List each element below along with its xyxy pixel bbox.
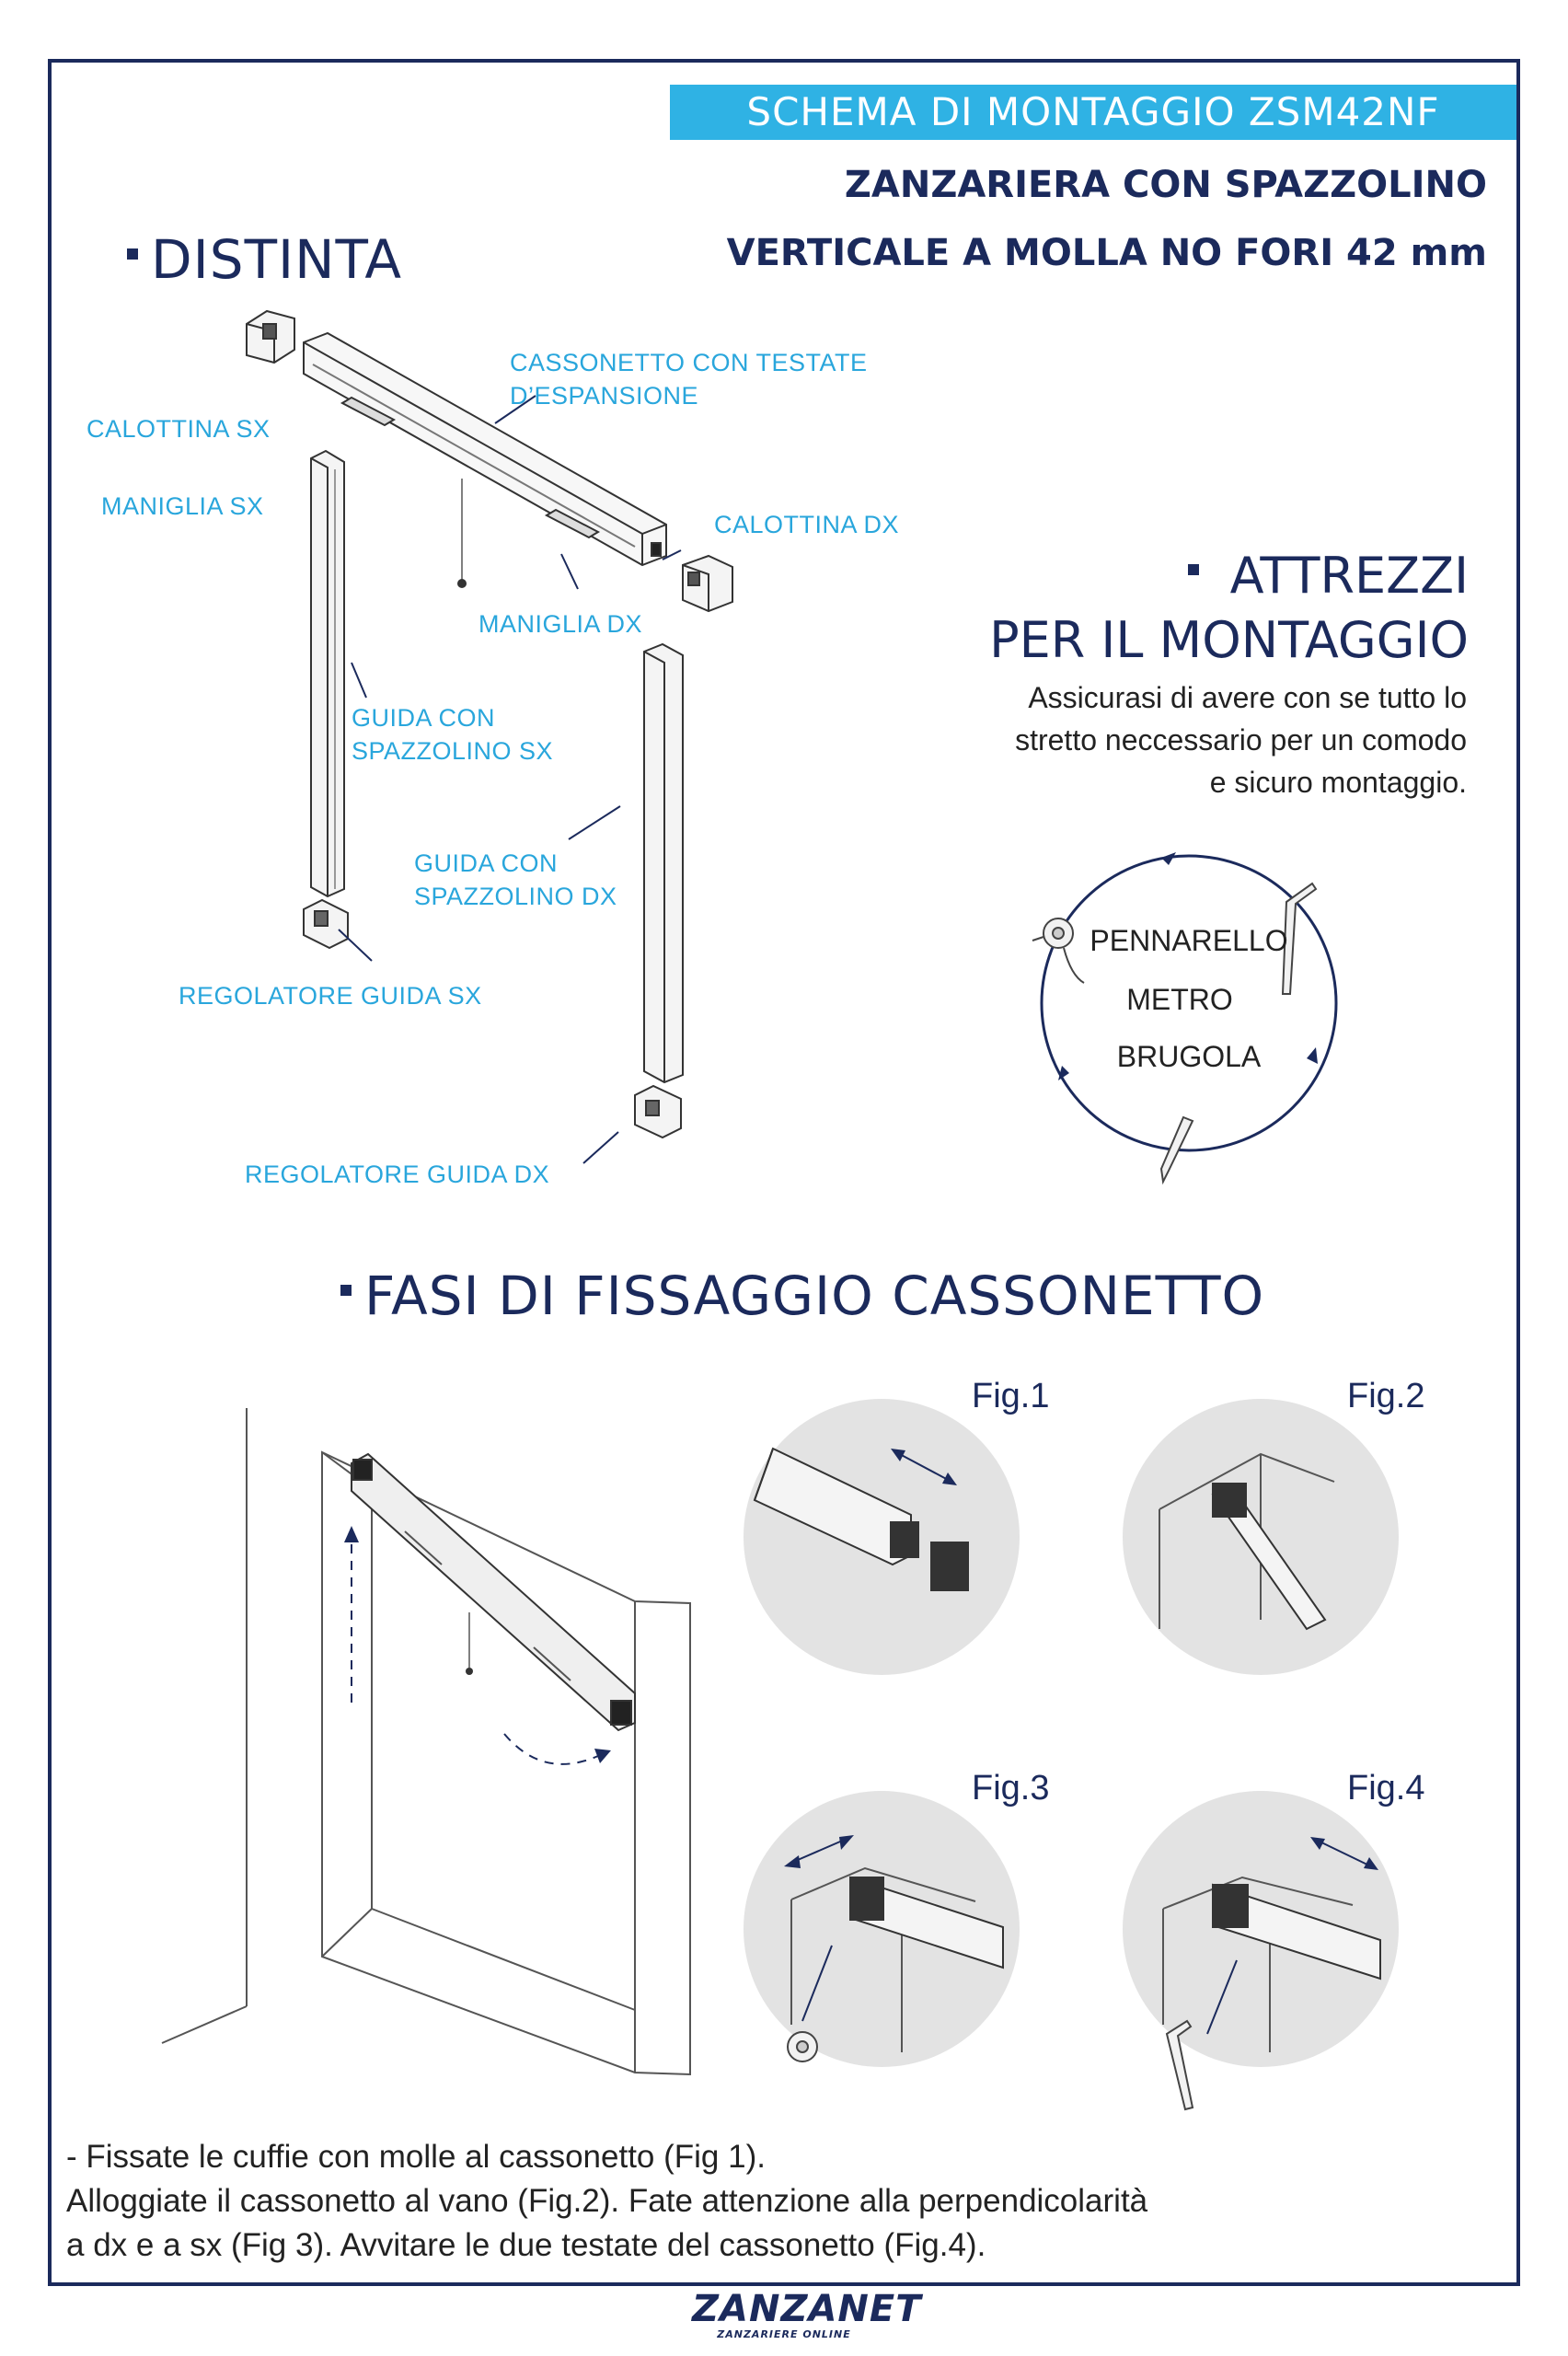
fasi-heading-text: FASI DI FISSAGGIO CASSONETTO [364,1265,1265,1327]
label-guida-dx-line2: SPAZZOLINO DX [414,883,617,910]
label-maniglia-dx: MANIGLIA DX [478,610,643,638]
instructions [66,2135,1447,2268]
instruction-line-2: Alloggiate il cassonetto al vano (Fig.2). Fate attenzione alla perpendicolarità [66,2183,1148,2219]
fig3-detail [744,1791,1020,2067]
label-regolatore-dx: REGOLATORE GUIDA DX [245,1161,550,1188]
label-calottina-dx: CALOTTINA DX [714,511,900,538]
instruction-line-3: a dx e a sx (Fig 3). Avvitare le due testate del cassonetto (Fig.4). [66,2227,986,2263]
fig4-detail [1123,1791,1399,2109]
fig1-detail [744,1399,1020,1675]
attrezzi-desc-line2: stretto neccessario per un comodo [1015,723,1467,756]
attrezzi-heading-line2: PER IL MONTAGGIO [989,611,1469,669]
fig2-detail [1123,1399,1399,1675]
label-calottina-sx: CALOTTINA SX [86,415,271,443]
attrezzi-desc-line3: e sicuro montaggio. [1209,766,1467,799]
tape-measure-icon [788,2032,817,2062]
label-regolatore-sx: REGOLATORE GUIDA SX [179,982,482,1010]
label-guida-sx-line2: SPAZZOLINO SX [352,737,554,765]
label-guida-sx-line1: GUIDA CON [352,704,496,732]
brand-tagline: ZANZARIERE ONLINE [717,2328,851,2340]
brand-logo: ZANZANET [692,2288,922,2330]
subtitle-line-1: ZANZARIERA CON SPAZZOLINO [844,164,1487,206]
attrezzi-desc-line1: Assicurasi di avere con se tutto lo [1028,681,1467,714]
distinta-heading-text: DISTINTA [151,228,403,291]
fig-label-1: Fig.1 [972,1377,1050,1415]
label-maniglia-sx: MANIGLIA SX [101,492,264,520]
label-cassonetto-line2: D’ESPANSIONE [510,382,699,410]
title-badge: SCHEMA DI MONTAGGIO ZSM42NF [670,85,1516,140]
fig-label-4: Fig.4 [1347,1769,1425,1807]
subtitle-line-2: VERTICALE A MOLLA NO FORI 42 mm [726,232,1487,274]
tool-metro: METRO [1126,983,1233,1016]
label-guida-dx-line1: GUIDA CON [414,849,559,877]
attrezzi-heading-line1-text: ATTREZZI [1229,547,1469,605]
instruction-line-1: - Fissate le cuffie con molle al cassonetto (Fig 1). [66,2139,766,2175]
tool-brugola: BRUGOLA [1116,1040,1262,1073]
label-cassonetto-line1: CASSONETTO CON TESTATE [510,349,868,376]
tool-pennarello: PENNARELLO [1090,924,1288,957]
fig-label-2: Fig.2 [1347,1377,1425,1415]
fig-label-3: Fig.3 [972,1769,1050,1807]
